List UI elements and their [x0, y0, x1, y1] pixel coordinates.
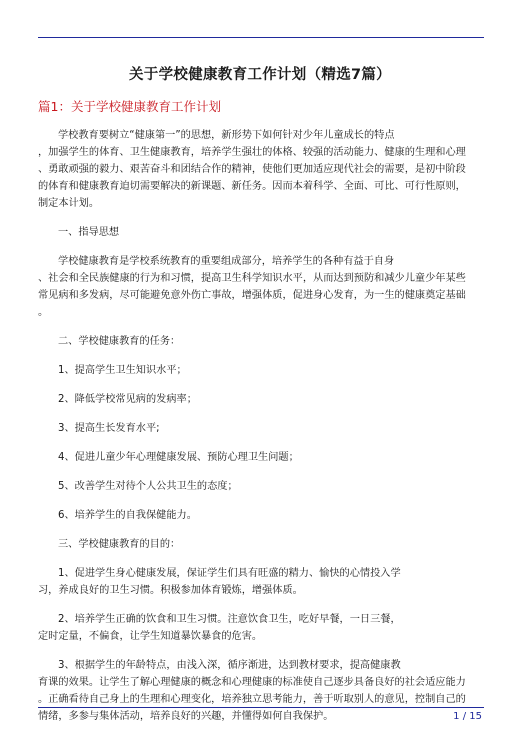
text-line: 学校教育要树立“健康第一”的思想，新形势下如何针对少年儿童成长的特点 [58, 130, 395, 141]
document-title: 关于学校健康教育工作计划（精选7篇） [129, 67, 391, 83]
text-line: 1、促进学生身心健康发展，保证学生们具有旺盛的精力、愉快的心情投入学 [58, 568, 401, 579]
heading-tasks [38, 333, 484, 350]
text-line: 二、学校健康教育的任务： [58, 336, 181, 347]
text-line: 定时定量，不偏食，让学生知道暴饮暴食的危害。 [38, 631, 263, 642]
page-number: 1 / 15 [453, 711, 482, 722]
list-item [38, 362, 484, 379]
list-item [38, 391, 484, 408]
heading-guiding-principle [38, 224, 484, 241]
text-line: 一、指导思想 [58, 227, 120, 238]
text-line: 育课的效果。让学生了解心理健康的概念和心理健康的标准使自己逐步具备良好的社会适应能力 [38, 677, 466, 688]
paragraph-intro [38, 127, 484, 212]
text-line: 习，养成良好的卫生习惯。积极参加体育锻炼，增强体质。 [38, 585, 303, 596]
section-heading: 篇1：关于学校健康教育工作计划 [38, 99, 221, 114]
text-line: 4、促进儿童少年心理健康发展、预防心理卫生问题； [58, 452, 299, 463]
paragraph-goal-3 [38, 657, 484, 725]
text-line: 2、培养学生正确的饮食和卫生习惯。注意饮食卫生，吃好早餐，一日三餐， [58, 614, 401, 625]
text-line: 情绪，多参与集体活动，培养良好的兴趣，并懂得如何自我保护。 [38, 711, 334, 722]
document-body [38, 127, 484, 737]
text-line: 3、根据学生的年龄特点，由浅入深，循序渐进，达到教材要求，提高健康教 [58, 660, 401, 671]
text-line: 1、提高学生卫生知识水平； [58, 365, 187, 376]
paragraph-guiding-principle [38, 253, 484, 321]
text-line: 常见病和多发病，尽可能避免意外伤亡事故，增强体质，促进身心发育，为一生的健康奠定基础 [38, 290, 466, 301]
text-line: 制定本计划。 [38, 198, 100, 209]
list-item [38, 449, 484, 466]
text-line: 学校健康教育是学校系统教育的重要组成部分，培养学生的各种有益于自身 [58, 256, 395, 267]
text-line: 、社会和全民族健康的行为和习惯，提高卫生科学知识水平，从而达到预防和减少儿童少年某些 [38, 273, 466, 284]
list-item [38, 478, 484, 495]
text-line: 。 [38, 307, 49, 318]
list-item [38, 507, 484, 524]
heading-goals [38, 536, 484, 553]
text-line: 三、学校健康教育的目的： [58, 539, 181, 550]
text-line: 。正确看待自己身上的生理和心理变化，培养独立思考能力，善于听取别人的意见，控制自己的 [38, 694, 466, 705]
header-rule [38, 37, 484, 38]
paragraph-goal-1 [38, 565, 484, 599]
text-line: 2、降低学校常见病的发病率； [58, 394, 197, 405]
text-line: 、勇敢顽强的毅力、艰苦奋斗和团结合作的精神，使他们更加适应现代社会的需要，是初中阶段 [38, 164, 466, 175]
text-line: 3、提高生长发育水平; [58, 423, 160, 434]
text-line: ，加强学生的体育、卫生健康教育，培养学生强壮的体格、较强的活动能力、健康的生理和心理 [38, 147, 466, 158]
text-line: 6、培养学生的自我保健能力。 [58, 510, 197, 521]
text-line: 5、改善学生对待个人公共卫生的态度； [58, 481, 238, 492]
footer-rule [38, 707, 484, 708]
paragraph-goal-2 [38, 611, 484, 645]
text-line: 的体育和健康教育迫切需要解决的新课题、新任务。因而本着科学、全面、可比、可行性原则， [38, 181, 466, 192]
list-item [38, 420, 484, 437]
